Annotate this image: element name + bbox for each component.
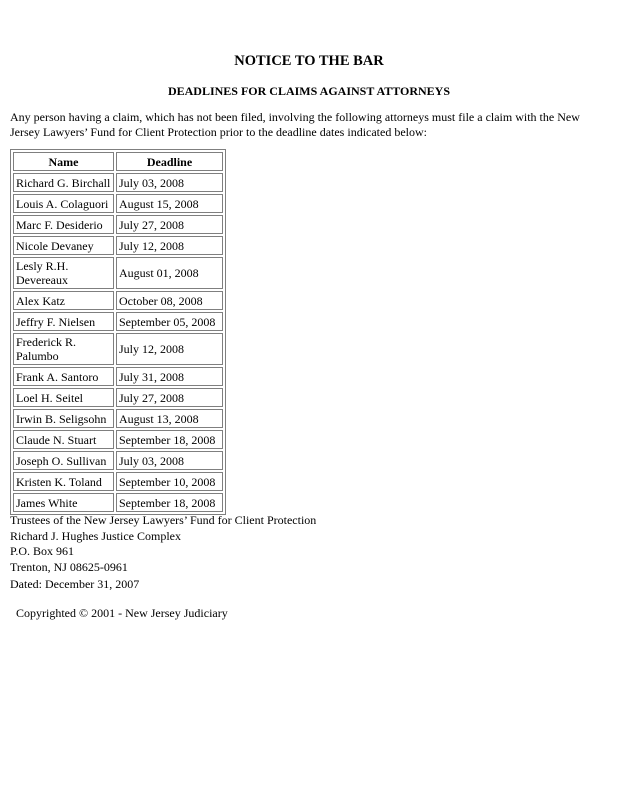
claim-deadline: July 27, 2008	[116, 388, 223, 407]
table-row	[13, 194, 223, 213]
claim-deadline: July 03, 2008	[116, 451, 223, 470]
claim-deadline: September 05, 2008	[116, 312, 223, 331]
table-row	[13, 236, 223, 255]
copyright-notice: Copyrighted © 2001 - New Jersey Judiciary	[16, 606, 228, 620]
claim-deadline: July 03, 2008	[116, 173, 223, 192]
notice-subtitle: DEADLINES FOR CLAIMS AGAINST ATTORNEYS	[167, 84, 451, 98]
table-row	[13, 388, 223, 407]
claim-deadline: July 12, 2008	[116, 333, 223, 365]
attorney-name: Claude N. Stuart	[13, 430, 114, 449]
table-row	[13, 291, 223, 310]
claim-deadline: August 13, 2008	[116, 409, 223, 428]
attorney-name: Loel H. Seitel	[13, 388, 114, 407]
column-header-deadline: Deadline	[116, 152, 223, 171]
deadlines-table-wrapper	[10, 149, 226, 515]
table-row	[13, 367, 223, 386]
attorney-name: Frank A. Santoro	[13, 367, 114, 386]
attorney-name: Richard G. Birchall	[13, 173, 114, 192]
table-header-row	[13, 152, 223, 171]
attorney-name: Jeffry F. Nielsen	[13, 312, 114, 331]
trustees-line: Trustees of the New Jersey Lawyers’ Fund for Client Protection	[10, 513, 317, 527]
notice-title: NOTICE TO THE BAR	[234, 53, 384, 69]
po-box-line: P.O. Box 961	[10, 544, 75, 558]
claim-deadline: September 18, 2008	[116, 430, 223, 449]
table-row	[13, 430, 223, 449]
attorney-name: Joseph O. Sullivan	[13, 451, 114, 470]
claim-deadline: July 31, 2008	[116, 367, 223, 386]
attorney-name: Nicole Devaney	[13, 236, 114, 255]
attorney-name: Alex Katz	[13, 291, 114, 310]
claim-deadline: October 08, 2008	[116, 291, 223, 310]
claim-deadline: September 18, 2008	[116, 493, 223, 512]
notice-intro: Any person having a claim, which has not been filed, involving the following attorneys must file a claim with the New Jersey Lawyers’ Fund for Client Protection prior to the deadline dates indicated below:	[10, 110, 580, 139]
attorney-name: Frederick R. Palumbo	[13, 333, 114, 365]
table-row	[13, 215, 223, 234]
deadlines-table	[10, 149, 226, 515]
city-line: Trenton, NJ 08625-0961	[10, 559, 128, 574]
dated-line: Dated: December 31, 2007	[10, 577, 140, 591]
claim-deadline: September 10, 2008	[116, 472, 223, 491]
attorney-name: Kristen K. Toland	[13, 472, 114, 491]
trustees-address-block	[10, 513, 316, 575]
claim-deadline: August 01, 2008	[116, 257, 223, 289]
attorney-name: Louis A. Colaguori	[13, 194, 114, 213]
claim-deadline: July 12, 2008	[116, 236, 223, 255]
attorney-name: Irwin B. Seligsohn	[13, 409, 114, 428]
table-row	[13, 173, 223, 192]
table-row	[13, 333, 223, 365]
claim-deadline: August 15, 2008	[116, 194, 223, 213]
table-row	[13, 493, 223, 512]
table-row	[13, 257, 223, 289]
column-header-name: Name	[13, 152, 114, 171]
table-row	[13, 472, 223, 491]
complex-line: Richard J. Hughes Justice Complex	[10, 528, 181, 543]
attorney-name: James White	[13, 493, 114, 512]
attorney-name: Lesly R.H. Devereaux	[13, 257, 114, 289]
attorney-name: Marc F. Desiderio	[13, 215, 114, 234]
claim-deadline: July 27, 2008	[116, 215, 223, 234]
table-row	[13, 312, 223, 331]
table-row	[13, 409, 223, 428]
table-row	[13, 451, 223, 470]
